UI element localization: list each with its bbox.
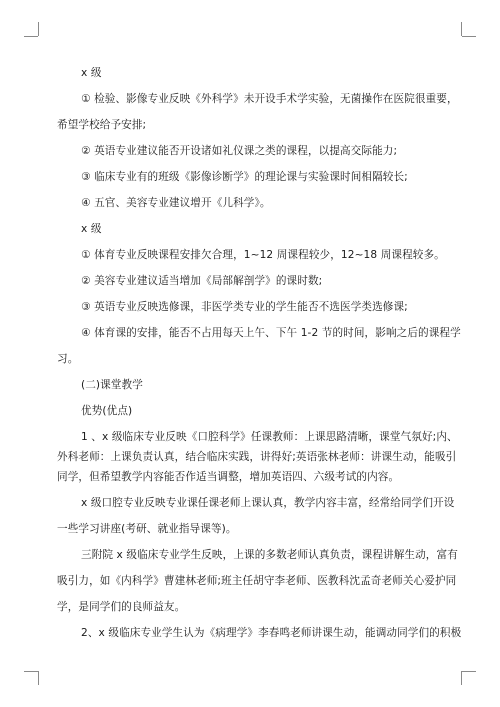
crop-mark-top-left-h xyxy=(24,36,38,37)
text-line: ② 美容专业建议适当增加《局部解剖学》的课时数; xyxy=(81,275,323,287)
crop-mark-bottom-right-h xyxy=(462,671,476,672)
text-line: ④ 五官、美容专业建议增开《儿科学》。 xyxy=(81,197,271,209)
text-line: ② 英语专业建议能否开设诸如礼仪课之类的课程，以提高交际能力; xyxy=(81,145,398,157)
text-line: ① 体育专业反映课程安排欠合理，1~12 周课程较少，12~18 周课程较多。 xyxy=(81,249,445,261)
text-line: x 级 xyxy=(81,223,102,235)
text-line: 学，是同学们的良师益友。 xyxy=(57,601,186,613)
text-line: 希望学校给予安排; xyxy=(57,119,147,131)
text-line: 外科老师：上课负责认真，结合临床实践，讲得好;英语张林老师：讲课生动，能吸引 xyxy=(57,451,457,463)
text-line: 吸引力，如《内科学》曹建林老师;班主任胡守李老师、医教科沈孟奇老师关心爱护同 xyxy=(57,575,457,587)
text-line: 一些学习讲座(考研、就业指导课等)。 xyxy=(57,523,237,535)
crop-mark-top-left-v xyxy=(38,22,39,36)
text-line: 同学，但希望教学内容能否作适当调整，增加英语四、六级考试的内容。 xyxy=(57,471,400,483)
document-body xyxy=(57,66,462,641)
crop-mark-bottom-left-v xyxy=(38,671,39,685)
text-line: x 级 xyxy=(81,67,102,79)
text-line: 2、x 级临床专业学生认为《病理学》李春鸣老师讲课生动，能调动同学们的积极 xyxy=(81,627,462,639)
crop-mark-bottom-left-h xyxy=(24,671,38,672)
text-line: ③ 英语专业反映选修课，非医学类专业的学生能否不选医学类选修课; xyxy=(81,301,408,313)
crop-mark-top-right-v xyxy=(461,22,462,36)
text-line: 三附院 x 级临床专业学生反映，上课的多数老师认真负责，课程讲解生动，富有 xyxy=(81,549,458,561)
text-line: x 级口腔专业反映专业课任课老师上课认真，教学内容丰富，经常给同学们开设 xyxy=(81,497,455,509)
text-line: 习。 xyxy=(57,353,79,365)
text-line: ④ 体育课的安排，能否不占用每天上午、下午 1-2 节的时间，影响之后的课程学 xyxy=(81,327,461,339)
crop-mark-top-right-h xyxy=(462,36,476,37)
text-line: ③ 临床专业有的班级《影像诊断学》的理论课与实验课时间相隔较长; xyxy=(81,171,408,183)
text-line: (二)课堂教学 xyxy=(81,379,143,391)
text-line: ① 检验、影像专业反映《外科学》未开设手术学实验，无菌操作在医院很重要， xyxy=(81,93,458,105)
crop-mark-bottom-right-v xyxy=(461,671,462,685)
text-line: 1 、x 级临床专业反映《口腔科学》任课教师：上课思路清晰，课堂气氛好;内、 xyxy=(81,431,458,443)
text-line: 优势(优点) xyxy=(81,405,133,417)
